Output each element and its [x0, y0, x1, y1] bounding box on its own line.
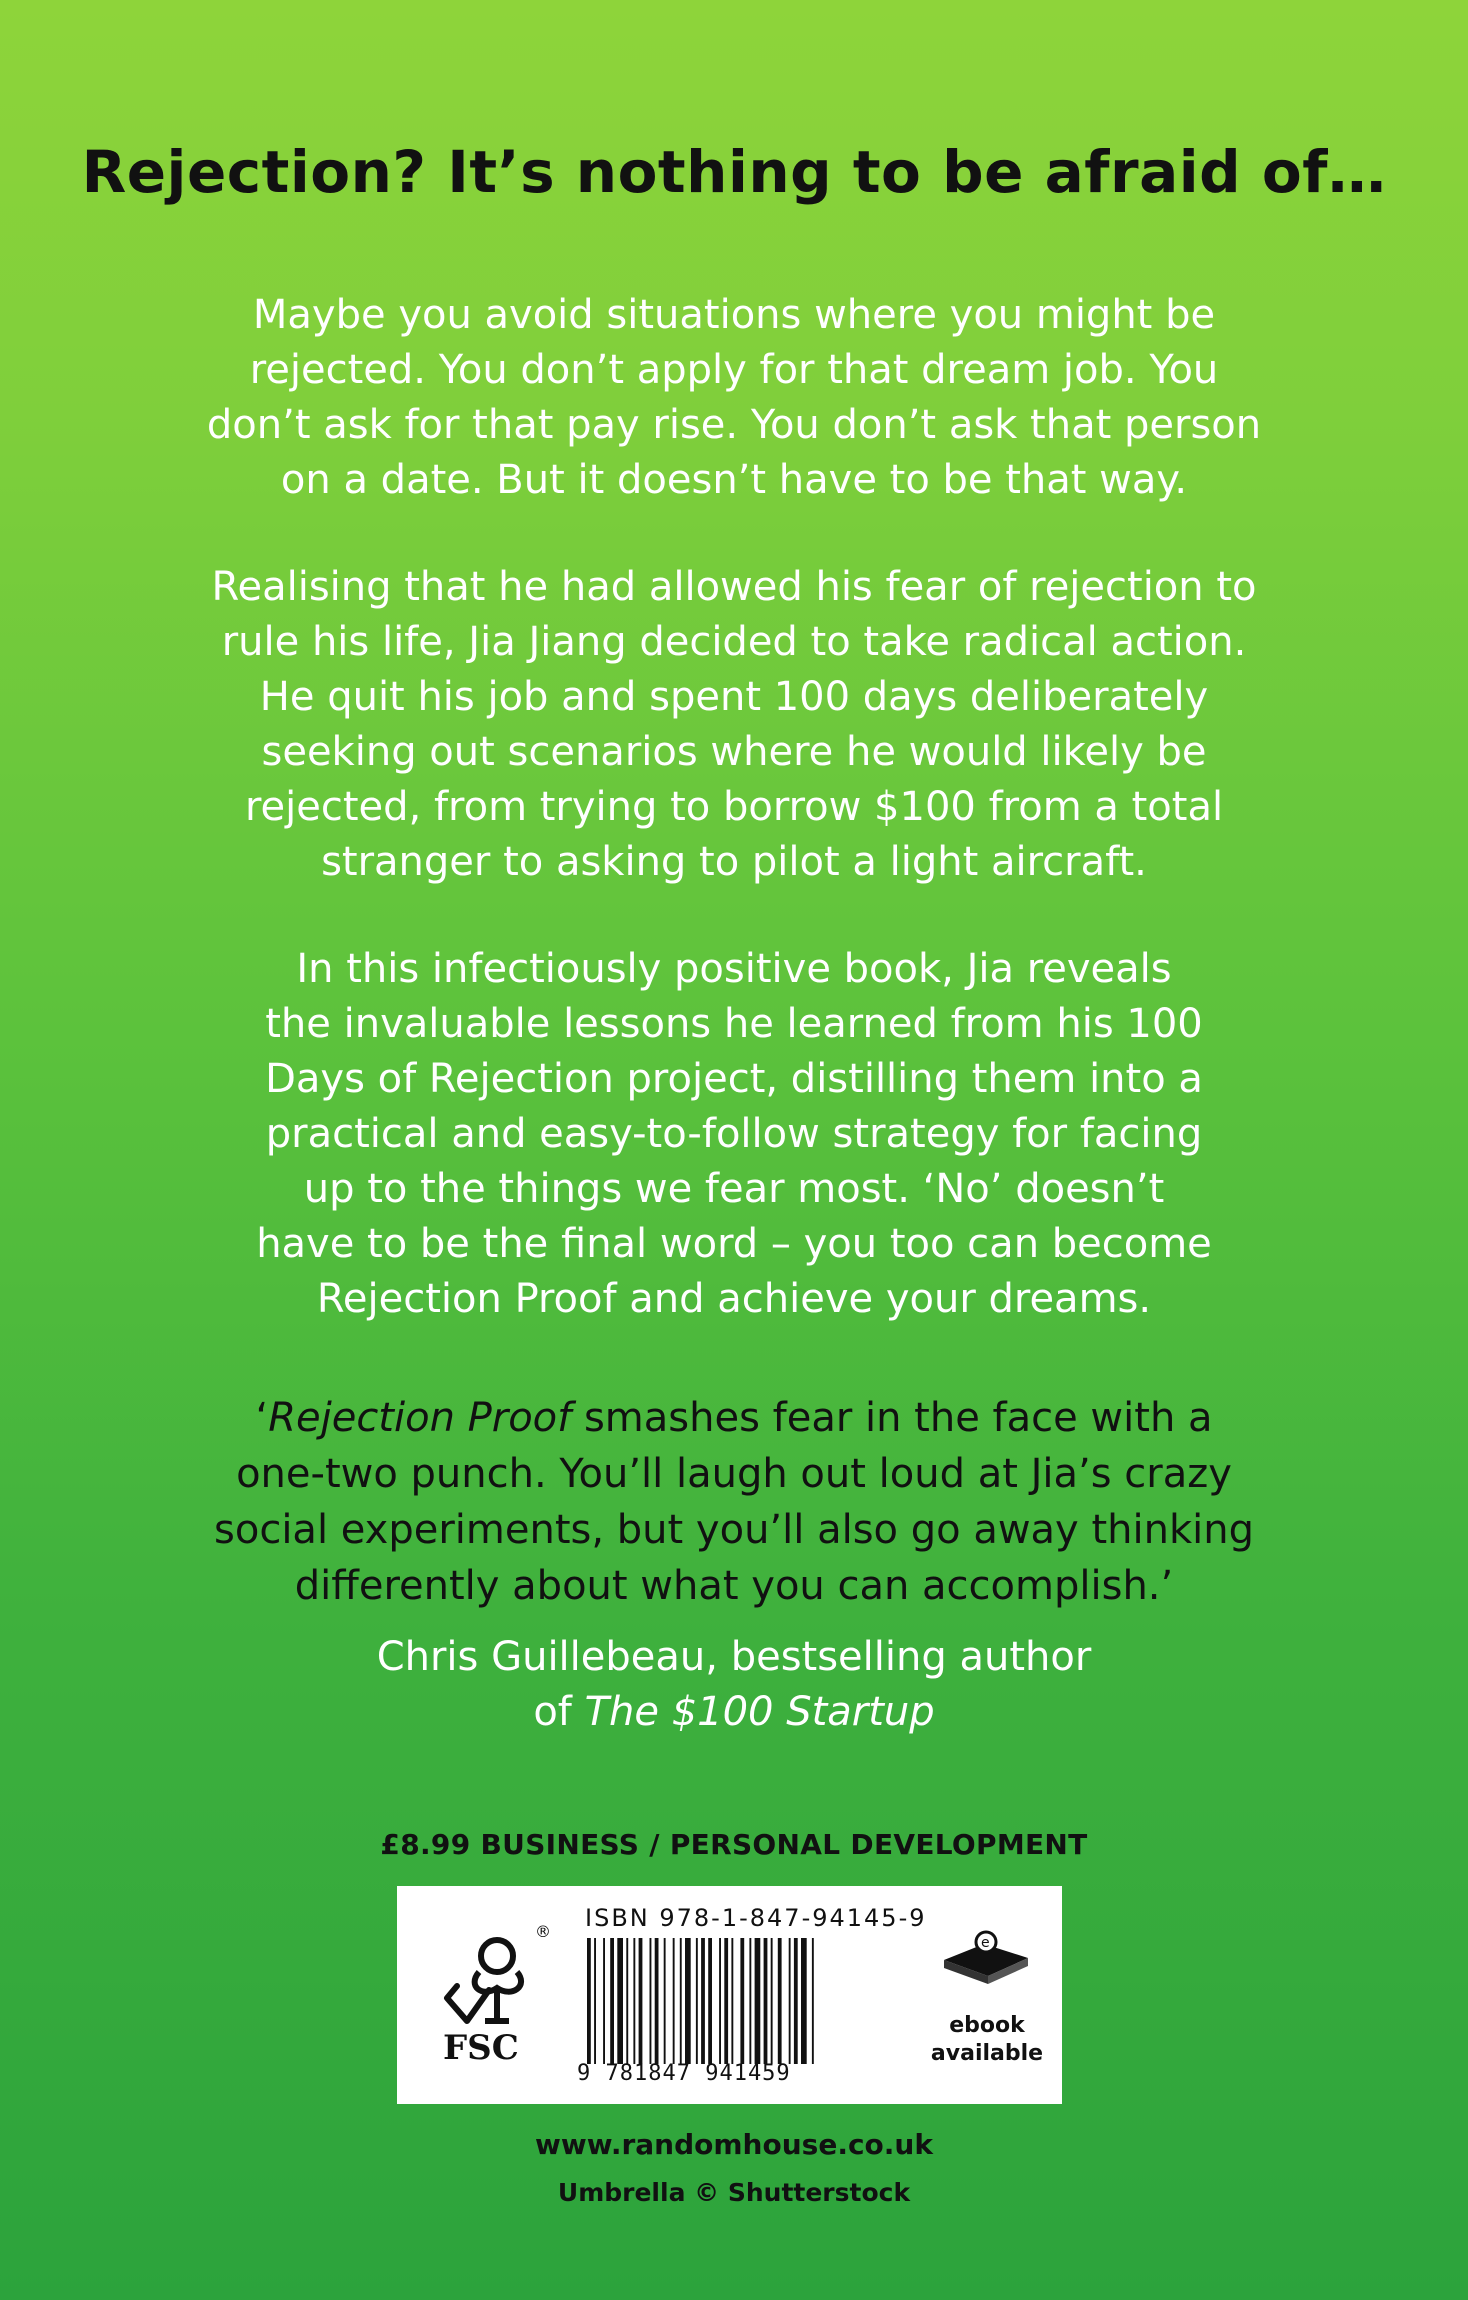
barcode-bar — [639, 1938, 643, 2064]
text-line: Rejection Proof and achieve your dreams. — [316, 1276, 1152, 1322]
barcode-bar — [771, 1938, 773, 2064]
text-line: don’t ask for that pay rise. You don’t ask that person — [206, 402, 1262, 448]
text-line: have to be the final word – you too can become — [256, 1221, 1212, 1267]
ebook-stack-icon — [938, 1930, 1034, 1990]
barcode-bar — [708, 1938, 712, 2064]
text-line: rejected, from trying to borrow $100 from a total — [244, 784, 1224, 830]
quote-book-title: Rejection Proof — [268, 1395, 572, 1441]
image-credit: Umbrella © Shutterstock — [557, 2178, 911, 2207]
barcode-bar — [650, 1938, 652, 2064]
barcode-bar — [696, 1938, 698, 2064]
text-line: Realising that he had allowed his fear of rejection to — [211, 564, 1257, 610]
text-line: up to the things we fear most. ‘No’ doesn’t — [303, 1166, 1165, 1212]
publisher-website: www.randomhouse.co.uk — [535, 2128, 933, 2161]
barcode-bar — [731, 1938, 733, 2064]
text-line: rule his life, Jia Jiang decided to take radical action. — [221, 619, 1247, 665]
attribution-line-2 — [160, 1685, 1308, 1740]
barcode-bar — [789, 1938, 791, 2064]
text-line: the invaluable lessons he learned from his 100 — [265, 1001, 1203, 1047]
text-line: In this infectiously positive book, Jia reveals — [296, 946, 1172, 992]
barcode-bar — [626, 1938, 628, 2064]
attribution-prefix: of — [533, 1689, 585, 1735]
barcode-digits: 9 781847 941459 — [577, 2061, 791, 2086]
barcode-bars — [585, 1938, 885, 2064]
attribution-book-title: The $100 Startup — [584, 1689, 935, 1735]
blurb-paragraph-3 — [160, 942, 1308, 1327]
text-line: He quit his job and spent 100 days deliberately — [259, 674, 1209, 720]
blurb-paragraph-1 — [160, 288, 1308, 508]
ebook-line-1: ebook — [949, 2013, 1025, 2038]
barcode-bar — [617, 1938, 623, 2064]
barcode-bar — [655, 1938, 659, 2064]
blurb-paragraph-2 — [160, 560, 1308, 890]
quote-attribution — [160, 1630, 1308, 1740]
quote-line-1-rest: smashes fear in the face with a — [571, 1395, 1213, 1441]
barcode-bar — [749, 1938, 751, 2064]
svg-text:e: e — [981, 1935, 990, 1951]
barcode-bar — [633, 1938, 635, 2064]
barcode-bar — [812, 1938, 814, 2064]
barcode-panel — [397, 1886, 1062, 2104]
attribution-line-1: Chris Guillebeau, bestselling author — [376, 1634, 1092, 1680]
barcode-bar — [719, 1938, 721, 2064]
text-line: Days of Rejection project, distilling them into a — [265, 1056, 1203, 1102]
barcode-bar — [594, 1938, 596, 2064]
text-line: on a date. But it doesn’t have to be that way. — [280, 457, 1188, 503]
barcode-bar — [764, 1938, 768, 2064]
text-line: rejected. You don’t apply for that dream job. You — [249, 347, 1219, 393]
barcode-bar — [740, 1938, 744, 2064]
barcode-bar — [685, 1938, 691, 2064]
ebook-line-2: available — [930, 2041, 1044, 2066]
ebook-available-label — [917, 2012, 1057, 2068]
barcode-bar — [680, 1938, 682, 2064]
headline: Rejection? It’s nothing to be afraid of… — [81, 138, 1387, 206]
barcode-bar — [794, 1938, 798, 2064]
barcode-bar — [673, 1938, 675, 2064]
quote-line: differently about what you can accomplish.’ — [294, 1563, 1174, 1609]
quote-open-mark: ‘ — [255, 1395, 269, 1441]
fsc-registered-mark: ® — [535, 1922, 551, 1941]
barcode-bar — [587, 1938, 591, 2064]
text-line: stranger to asking to pilot a light aircraft. — [321, 839, 1147, 885]
barcode-bar — [778, 1938, 782, 2064]
text-line: seeking out scenarios where he would likely be — [261, 729, 1207, 775]
barcode-bar — [755, 1938, 761, 2064]
barcode-bar — [801, 1938, 807, 2064]
barcode-bar — [664, 1938, 666, 2064]
quote-line: social experiments, but you’ll also go away thinking — [214, 1507, 1254, 1553]
barcode-bar — [701, 1938, 705, 2064]
text-line: Maybe you avoid situations where you might be — [252, 292, 1216, 338]
price-category: £8.99 BUSINESS / PERSONAL DEVELOPMENT — [380, 1828, 1088, 1861]
barcode-bar — [724, 1938, 728, 2064]
fsc-label: FSC — [443, 2028, 519, 2068]
barcode-bar — [603, 1938, 605, 2064]
quote-line-1 — [160, 1390, 1308, 1446]
text-line: practical and easy-to-follow strategy for facing — [265, 1111, 1203, 1157]
barcode-bar — [610, 1938, 614, 2064]
endorsement-quote — [160, 1390, 1308, 1614]
quote-line: one-two punch. You’ll laugh out loud at Jia’s crazy — [236, 1451, 1232, 1497]
isbn-label: ISBN 978-1-847-94145-9 — [585, 1904, 927, 1932]
